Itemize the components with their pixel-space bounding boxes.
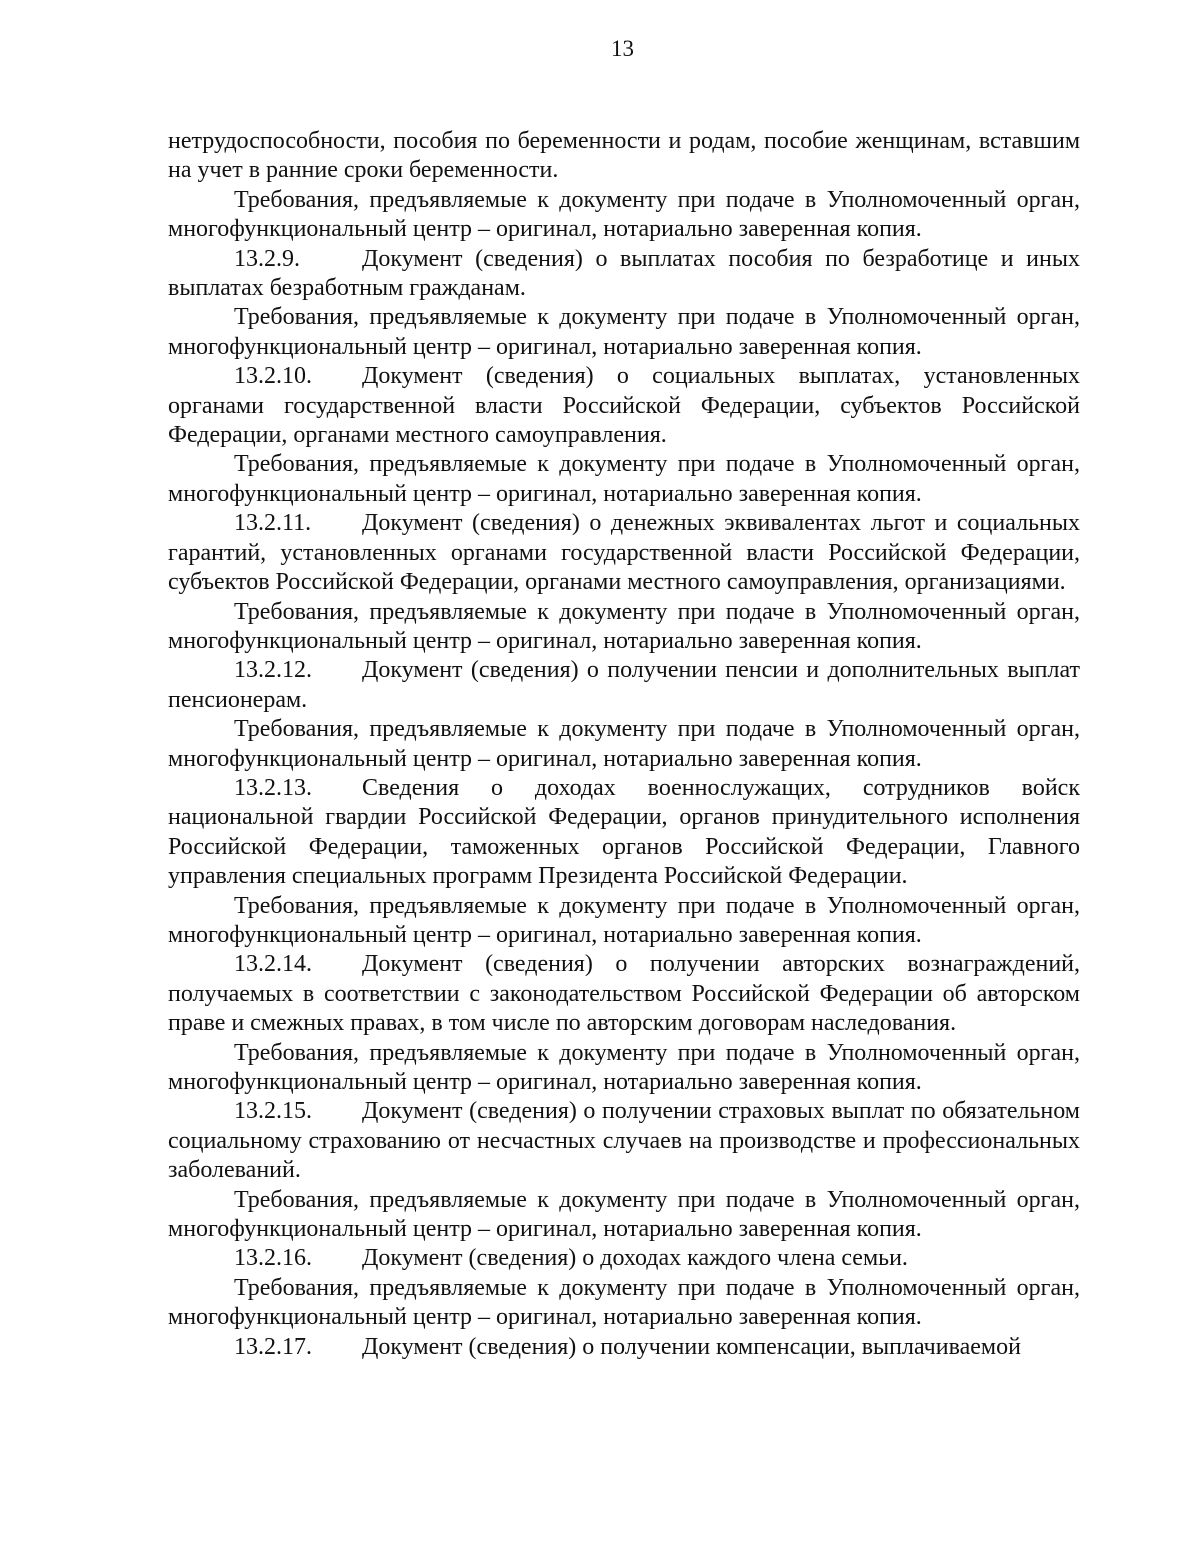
- requirements-paragraph: Требования, предъявляемые к документу при подаче в Уполномоченный орган, многофункциональный центр – оригинал, нотариально заверенная копия.: [168, 1039, 1080, 1095]
- clause-paragraph: [168, 509, 1080, 597]
- clause-number: 13.2.16.: [234, 1245, 312, 1272]
- clause-paragraph: [168, 245, 1080, 304]
- requirements-paragraph: Требования, предъявляемые к документу при подаче в Уполномоченный орган, многофункциональный центр – оригинал, нотариально заверенная копия.: [168, 186, 1080, 243]
- requirements-paragraph: Требования, предъявляемые к документу при подаче в Уполномоченный орган, многофункциональный центр – оригинал, нотариально заверенная копия.: [168, 451, 1080, 507]
- requirements-paragraph: Требования, предъявляемые к документу при подаче в Уполномоченный орган, многофункциональный центр – оригинал, нотариально заверенная копия.: [168, 1274, 1080, 1331]
- clause-paragraph: [168, 656, 1080, 715]
- requirements-paragraph: Требования, предъявляемые к документу при подаче в Уполномоченный орган, многофункциональный центр – оригинал, нотариально заверенная копия.: [168, 716, 1080, 772]
- requirements-paragraph: Требования, предъявляемые к документу при подаче в Уполномоченный орган, многофункциональный центр – оригинал, нотариально заверенная копия.: [168, 1186, 1080, 1243]
- paragraph-continuation: нетрудоспособности, пособия по беременности и родам, пособие женщинам, вставшим на учет в ранние сроки беременности.: [168, 128, 1080, 184]
- document-body: [168, 127, 1080, 1362]
- clause-paragraph: [168, 1097, 1080, 1185]
- clause-number: 13.2.12.: [234, 657, 312, 684]
- clause-text: Документ (сведения) о получении авторских вознаграждений, получаемых в соответствии с законодательством Российской Федерации об авторском праве и смежных правах, в том числе по авторским договорам наследования.: [168, 951, 1080, 1037]
- clause-text: Сведения о доходах военнослужащих, сотрудников войск национальной гвардии Российской Федерации, органов принудительного исполнения Российской Федерации, таможенных органов Российской Федерации, Главного управления специальных программ Президента Российской Федерации.: [168, 774, 1080, 890]
- clause-number: 13.2.13.: [234, 774, 312, 801]
- clause-text: Документ (сведения) о доходах каждого члена семьи.: [362, 1245, 908, 1272]
- clause-paragraph: [168, 1244, 1080, 1273]
- clause-paragraph: [168, 362, 1080, 450]
- clause-text: Документ (сведения) о получении страховых выплат по обязательном социальному страхованию от несчастных случаев на производстве и профессиональных заболеваний.: [168, 1098, 1080, 1184]
- clause-number: 13.2.14.: [234, 951, 312, 978]
- clause-text: Документ (сведения) о денежных эквивалентах льгот и социальных гарантий, установленных органами государственной власти Российской Федерации, субъектов Российской Федерации, органами местного самоуправления, организациями.: [168, 510, 1080, 596]
- clause-text: Документ (сведения) о получении пенсии и дополнительных выплат пенсионерам.: [168, 657, 1080, 713]
- clause-text: Документ (сведения) о социальных выплатах, установленных органами государственной власти Российской Федерации, субъектов Российской Федерации, органами местного самоуправления.: [168, 363, 1080, 449]
- requirements-paragraph: Требования, предъявляемые к документу при подаче в Уполномоченный орган, многофункциональный центр – оригинал, нотариально заверенная копия.: [168, 304, 1080, 360]
- requirements-paragraph: Требования, предъявляемые к документу при подаче в Уполномоченный орган, многофункциональный центр – оригинал, нотариально заверенная копия.: [168, 892, 1080, 948]
- clause-number: 13.2.9.: [234, 245, 300, 272]
- clause-number: 13.2.10.: [234, 363, 312, 390]
- clause-text: Документ (сведения) о выплатах пособия по безработице и иных выплатах безработным гражданам.: [168, 245, 1080, 302]
- clause-paragraph: [168, 950, 1080, 1038]
- clause-number: 13.2.15.: [234, 1098, 312, 1125]
- clause-number: 13.2.17.: [234, 1333, 312, 1360]
- page-number: 13: [611, 36, 634, 61]
- clause-paragraph: [168, 774, 1080, 892]
- clause-paragraph: [168, 1333, 1080, 1362]
- clause-number: 13.2.11.: [234, 510, 312, 537]
- clause-text: Документ (сведения) о получении компенсации, выплачиваемой: [362, 1333, 1021, 1360]
- requirements-paragraph: Требования, предъявляемые к документу при подаче в Уполномоченный орган, многофункциональный центр – оригинал, нотариально заверенная копия.: [168, 598, 1080, 654]
